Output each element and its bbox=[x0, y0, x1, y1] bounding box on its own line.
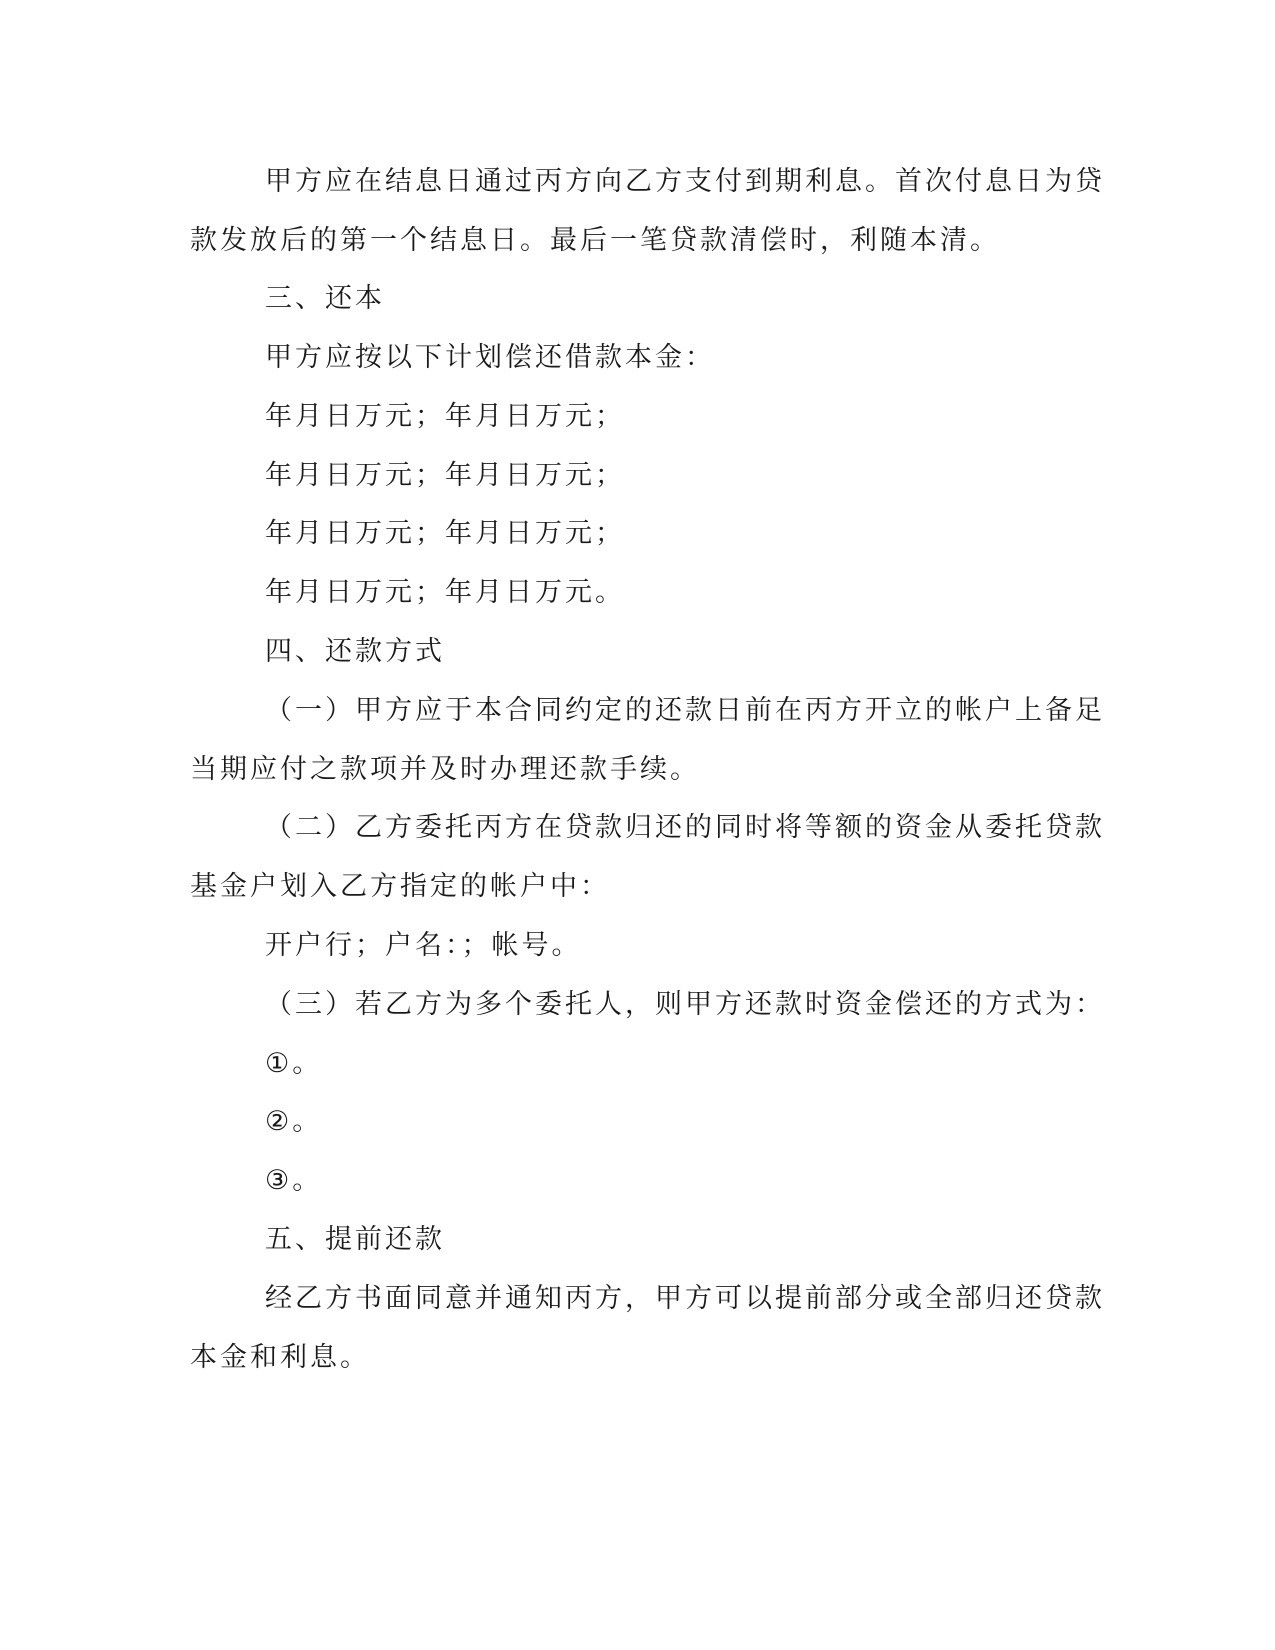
schedule-line-4: 年月日万元；年月日万元。 bbox=[265, 577, 625, 608]
paragraph-interest-line-2: 款发放后的第一个结息日。最后一笔贷款清偿时，利随本清。 bbox=[190, 225, 1000, 256]
clause-1-line-1: （一）甲方应于本合同约定的还款日前在丙方开立的帐户上备足 bbox=[265, 695, 1105, 726]
schedule-line-3: 年月日万元；年月日万元； bbox=[265, 518, 625, 549]
section-heading-repay-method: 四、还款方式 bbox=[265, 636, 445, 667]
section-heading-early-repayment: 五、提前还款 bbox=[265, 1224, 445, 1255]
schedule-line-2: 年月日万元；年月日万元； bbox=[265, 460, 625, 491]
clause-2-line-1: （二）乙方委托丙方在贷款归还的同时将等额的资金从委托贷款 bbox=[265, 812, 1105, 843]
paragraph-early-repayment-line-1: 经乙方书面同意并通知丙方，甲方可以提前部分或全部归还贷款 bbox=[265, 1283, 1105, 1314]
paragraph-early-repayment-line-2: 本金和利息。 bbox=[190, 1342, 370, 1373]
paragraph-repay-plan: 甲方应按以下计划偿还借款本金： bbox=[265, 342, 715, 373]
clause-3-line: （三）若乙方为多个委托人，则甲方还款时资金偿还的方式为： bbox=[265, 989, 1105, 1020]
section-heading-repay-principal: 三、还本 bbox=[265, 283, 385, 314]
account-info-line: 开户行；户名：；帐号。 bbox=[265, 930, 582, 961]
clause-1-line-2: 当期应付之款项并及时办理还款手续。 bbox=[190, 754, 700, 785]
list-item-2: ②。 bbox=[265, 1106, 323, 1137]
clause-2-line-2: 基金户划入乙方指定的帐户中： bbox=[190, 871, 610, 902]
schedule-line-1: 年月日万元；年月日万元； bbox=[265, 401, 625, 432]
paragraph-interest-line-1: 甲方应在结息日通过丙方向乙方支付到期利息。首次付息日为贷 bbox=[265, 166, 1105, 197]
list-item-3: ③。 bbox=[265, 1165, 323, 1196]
list-item-1: ①。 bbox=[265, 1048, 323, 1079]
